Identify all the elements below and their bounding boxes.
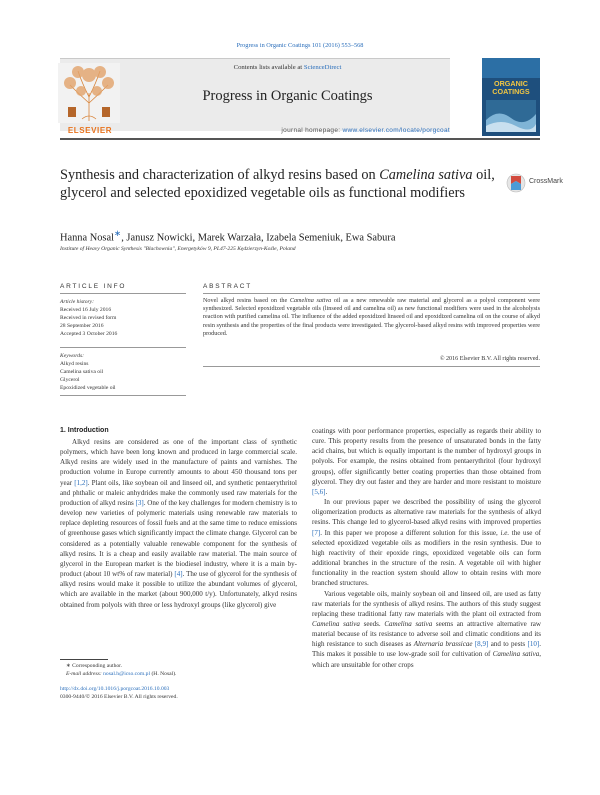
text: Various vegetable oils, mainly soybean oil and linseed oil, are used as fatty raw materials for the synthesis of alkyd resins. The authors of this study suggest replacing these traditional fatty raw materials with the plant oil extracted from (312, 589, 541, 618)
text: . The use of glycerol for the synthesis of alkyd resins would make it possible to utilize the abundant volumes of glycerol, which are available in the market (about 900,000 t/y). Unfortunately, alkyd resins obtained from polyols with three or less hydroxyl groups (like glycerol) give (60, 570, 297, 609)
keywords-rule (60, 395, 186, 396)
paragraph (312, 497, 541, 588)
cover-top-band (482, 58, 540, 78)
abstract-heading: ABSTRACT (203, 283, 253, 290)
email-link[interactable]: nosal.h@icso.com.pl (103, 671, 151, 678)
text: . This makes it possible to use low-grade soil for cultivation of (312, 640, 541, 659)
body-column-right (312, 426, 541, 758)
footnotes (60, 662, 300, 701)
citation-link[interactable]: [3] (135, 498, 144, 507)
elsevier-wordmark: ELSEVIER (67, 126, 113, 135)
paragraph (60, 437, 297, 610)
article-info-rule (60, 293, 186, 294)
keywords-header: Keywords: (60, 353, 85, 359)
italic-text: i.e. (500, 528, 510, 537)
text: seeds. (359, 619, 385, 628)
corresponding-author-mark[interactable]: ∗ (113, 228, 122, 238)
citation-link[interactable]: [1,2] (74, 478, 88, 487)
cover-artwork (486, 100, 536, 132)
body-column-left (60, 437, 297, 642)
cover-title (485, 80, 537, 96)
text: . In this paper we propose a different solution for this issue, (320, 528, 501, 537)
abstract-text: Novel alkyd resins based on the (203, 298, 290, 304)
email-owner: (H. Nosal). (150, 671, 177, 678)
article-info-heading: ARTICLE INFO (60, 283, 127, 290)
title-italic-species: Camelina sativa (379, 167, 473, 183)
italic-text: Alternaria brassicae (413, 640, 473, 649)
email-label: E-mail address: (66, 671, 104, 678)
section-heading-introduction: 1. Introduction (60, 427, 109, 434)
journal-reference[interactable]: Progress in Organic Coatings 101 (2016) 553–568 (236, 42, 364, 49)
keyword: Glycerol (60, 377, 80, 383)
footnote-mark: ∗ (66, 663, 71, 669)
sciencedirect-link[interactable]: ScienceDirect (303, 64, 342, 71)
text: In our previous paper we described the possibility of using the glycerol oligomerization products as alternative raw materials for the synthesis of alkyd resins. This change led to glycerol-based alkyd resins with improved properties (312, 498, 541, 527)
keyword: Epoxidized vegetable oil (60, 385, 116, 391)
citation-link[interactable]: [10] (527, 640, 540, 649)
history-rule (60, 347, 186, 348)
doi-link[interactable]: http://dx.doi.org/10.1016/j.porgcoat.2016.10.003 (60, 685, 170, 692)
history-accepted: Accepted 3 October 2016 (60, 331, 118, 337)
keywords (60, 352, 186, 392)
abstract-text: oil as a new renewable raw material and glycerol as a polyol component were synthesized. Selected epoxidized vegetable oils (linseed oil and camelina oil) as new functional modifiers were used in the alcoholysis reaction with purified camelina oil. The influence of the added epoxidized linseed oil and epoxidized camelina oil on the course of alkyd resin synthesis and the properties of the final products were investigated. The glycerol-based alkyd resins with improved properties were produced. (203, 298, 540, 337)
text: , which are unsuitable for other crops (312, 650, 541, 669)
footnote-text: Corresponding author. (70, 663, 123, 669)
citation-link[interactable]: [7] (312, 528, 321, 537)
journal-cover-image (482, 58, 540, 136)
abstract-bottom-rule (203, 366, 540, 367)
email-note (60, 670, 300, 678)
first-author: Hanna Nosal (60, 232, 114, 244)
keyword: Alkyd resins (60, 361, 89, 367)
homepage-link[interactable]: www.elsevier.com/locate/porgcoat (342, 127, 450, 134)
contents-prefix: Contents lists available at (233, 64, 304, 71)
paragraph (312, 589, 541, 670)
text: . Plant oils, like soybean oil and linseed oil, and synthetic pentaerythritol and phthalic or maleic anhydrides make the commonly used raw materials for the production of alkyd resins (60, 478, 297, 507)
italic-text: Camelina sativa (312, 619, 360, 628)
other-authors: , Janusz Nowicki, Marek Warzała, Izabela Semeniuk, Ewa Sabura (121, 232, 396, 244)
citation-link[interactable]: [5,6] (312, 487, 326, 496)
footnote-rule (60, 659, 108, 660)
title-part-1: Synthesis and characterization of alkyd resins based on (60, 167, 380, 183)
title-part-2: oil, glycerol and selected epoxidized vegetable oils as functional modifiers (60, 167, 495, 201)
text: . (325, 487, 328, 496)
contents-available-line (135, 64, 440, 71)
cover-title-line-2: COATINGS (492, 87, 530, 96)
history-header: Article history: (60, 299, 95, 305)
paragraph (312, 426, 541, 497)
text: seems an attractive alternative raw material because of its resistance to adverse soil and climatic conditions and its high resistance to such diseases as (312, 619, 541, 649)
history-received: Received 16 July 2016 (60, 307, 112, 313)
elsevier-tree-logo (58, 63, 120, 123)
article-history (60, 298, 186, 338)
keyword: Camelina sativa oil (60, 369, 104, 375)
abstract-italic: Camelina sativa (289, 298, 332, 304)
citation-link[interactable]: [4] (174, 570, 183, 579)
text: coatings with poor performance properties, especially as regards their ability to cure. This property results from the presence of unsaturated bonds in the fatty acid chains, but which is equally important is the number of hydroxyl groups in polyols. For example, the resins obtained from pentaerythritol (four hydroxyl groups), offer significantly better coating properties than those obtained from glycerol. They dry out faster and they are harder and more resistant to moisture (312, 427, 541, 486)
journal-homepage-line (180, 127, 450, 134)
homepage-prefix: journal homepage: (281, 127, 343, 134)
corresponding-author-note (60, 662, 300, 670)
journal-title: Progress in Organic Coatings (202, 88, 373, 104)
crossmark-label[interactable]: CrossMark (529, 178, 563, 185)
text: the use of selected epoxidized vegetable oils as modifiers in the resin synthesis. Due to high reactivity of their epoxide rings, epoxidized vegetable oils can form additional branches in the structure of the resin. A vegetable oil with higher functionality in the reaction system should allow to obtain resins with more branched structures. (312, 528, 541, 588)
article-title (60, 167, 500, 202)
italic-text: Camelina sativa (492, 650, 540, 659)
author-list (60, 228, 540, 243)
issn-line: 0300-9440/© 2016 Elsevier B.V. All rights reserved. (60, 693, 178, 700)
header-divider (60, 138, 540, 140)
history-revised-2: 28 September 2016 (60, 323, 104, 329)
abstract-copyright: © 2016 Elsevier B.V. All rights reserved. (439, 356, 540, 362)
citation-link[interactable]: [8,9] (474, 640, 489, 649)
abstract-rule (203, 293, 540, 294)
cover-title-line-1: ORGANIC (494, 79, 528, 88)
text: and to pests (488, 640, 528, 649)
text: . One of the key challenges for modern chemistry is to develop new varieties of polymeric materials using renewable raw materials to replace depleting resources of fossil fuels and at the same time to reduce emissions of greenhouse gases which significantly impact the climate change. Glycerol can be considered as a potentially valuable renewable component for the synthesis of alkyd resins. It is a cheap and easily available raw material. The main source of glycerol in the European market is the biodiesel industry, where it is a main by-product (about 10 wt% of raw material) (60, 498, 297, 579)
italic-text: Camelina sativa (384, 619, 433, 628)
history-revised-1: Received in revised form (60, 315, 117, 321)
affiliation: Institute of Heavy Organic Synthesis "Blachownia", Energetyków 9, PL47-225 Kędzierzyn-Koźle, Poland (60, 246, 296, 252)
abstract-body (203, 297, 540, 338)
text: Alkyd resins are considered as one of the important class of synthetic polymers, which have been long known and produced in large commercial scale. Alkyd resins are widely used in the manufacture of paints and varnishes. The production volume in Europe currently amounts to about 450 thousand tons per year (60, 438, 297, 487)
